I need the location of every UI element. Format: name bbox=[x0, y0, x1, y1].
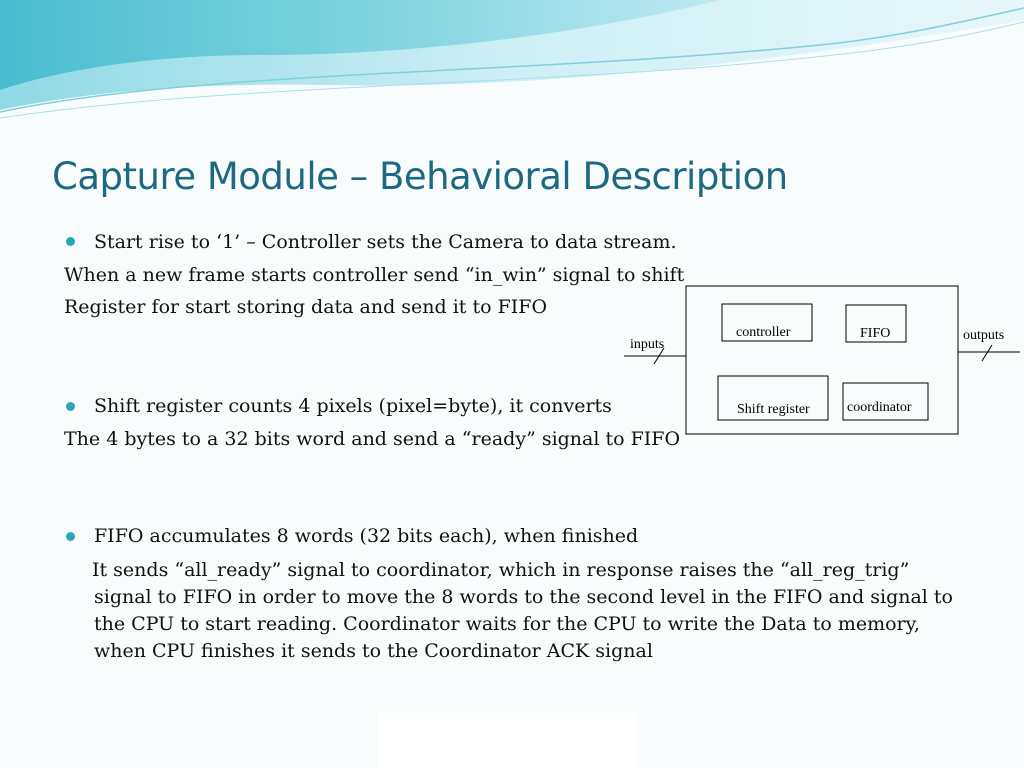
bullet-dot bbox=[66, 402, 75, 411]
outputs-label: outputs bbox=[963, 328, 1005, 343]
bullet3-line4: the CPU to start reading. Coordinator waits for the CPU to write the Data to memory, bbox=[94, 613, 920, 635]
bullet1-lead: Start rise to ‘1’ – Controller sets the Camera to data stream. bbox=[94, 231, 677, 253]
bullet3-line3: signal to FIFO in order to move the 8 words to the second level in the FIFO and signal to bbox=[94, 586, 953, 608]
slide-title: Capture Module – Behavioral Description bbox=[52, 155, 788, 198]
fifo-label: FIFO bbox=[860, 326, 891, 341]
output-bus-slash bbox=[982, 345, 992, 361]
bullet1-line3: Register for start storing data and send it to FIFO bbox=[64, 296, 548, 318]
bullet2-lead: Shift register counts 4 pixels (pixel=byte), it converts bbox=[94, 395, 612, 417]
bullet-dot bbox=[66, 237, 75, 246]
bullet3-line2: It sends “all_ready” signal to coordinator, which in response raises the “all_reg_trig” bbox=[92, 559, 910, 581]
bullet3-lead: FIFO accumulates 8 words (32 bits each), when finished bbox=[94, 525, 639, 547]
module-outline bbox=[686, 286, 958, 434]
bullet-dot bbox=[66, 532, 75, 541]
blank-area bbox=[378, 712, 636, 768]
shift-register-label: Shift register bbox=[737, 402, 810, 417]
header-wave-decoration bbox=[0, 0, 1024, 130]
bullet3-line5: when CPU finishes it sends to the Coordinator ACK signal bbox=[94, 640, 653, 662]
bullet1-line2: When a new frame starts controller send “in_win” signal to shift bbox=[64, 264, 685, 286]
inputs-label: inputs bbox=[630, 337, 665, 352]
block-diagram bbox=[620, 280, 1020, 440]
bullet2-line2: The 4 bytes to a 32 bits word and send a “ready” signal to FIFO bbox=[64, 428, 681, 450]
coordinator-label: coordinator bbox=[847, 400, 912, 415]
controller-label: controller bbox=[736, 325, 791, 340]
